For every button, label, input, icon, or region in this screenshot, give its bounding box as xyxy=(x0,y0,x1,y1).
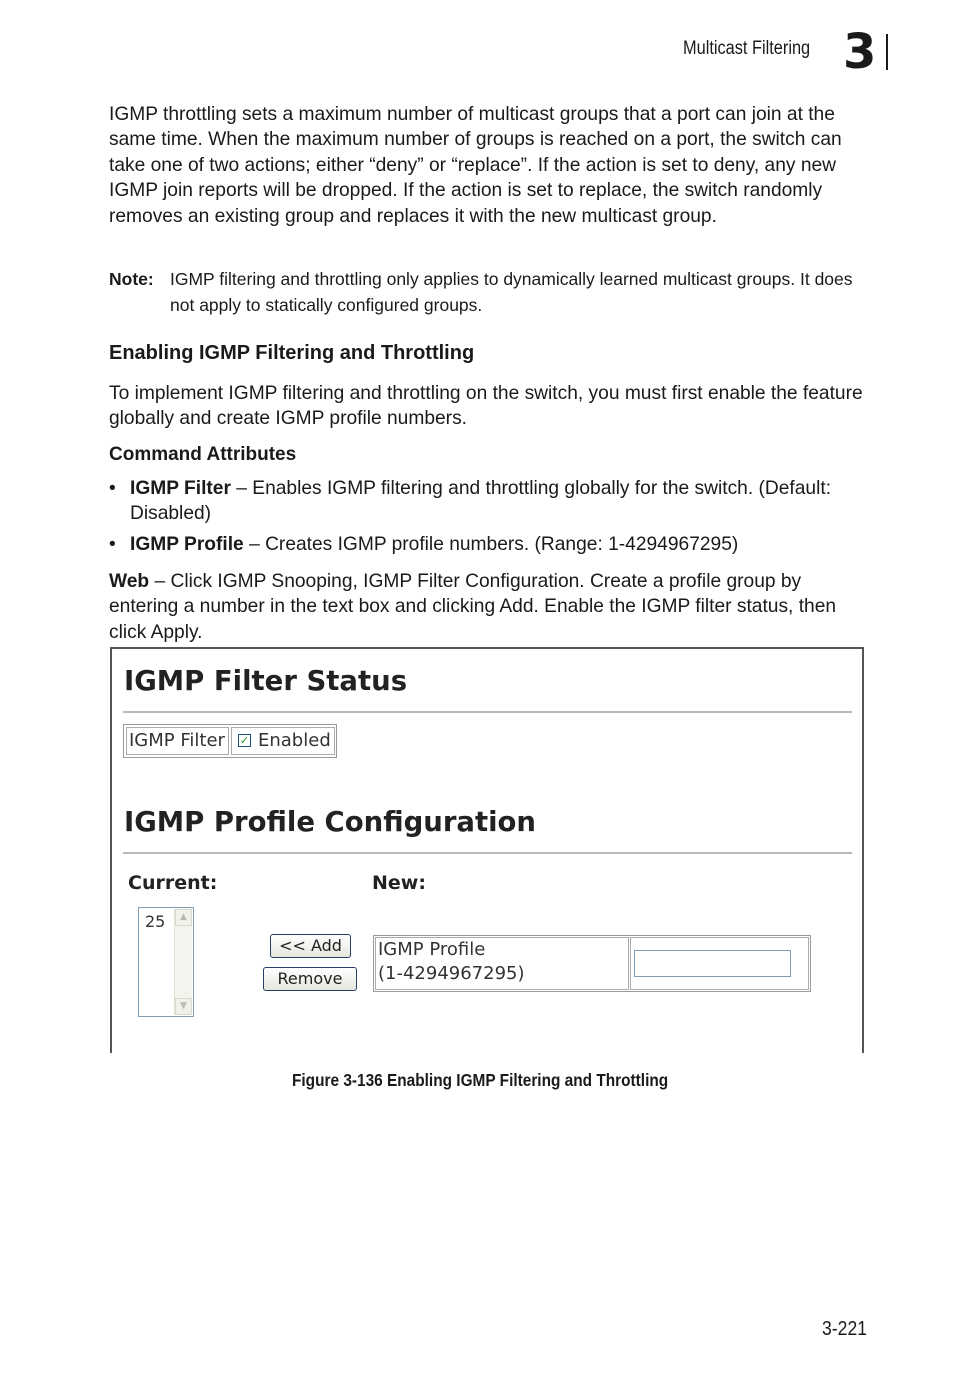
figure-caption: Figure 3-136 Enabling IGMP Filtering and Throttling xyxy=(292,1070,669,1090)
igmp-filter-toggle-cell xyxy=(231,727,335,755)
add-button[interactable]: << Add xyxy=(270,934,351,958)
listbox-scrollbar[interactable] xyxy=(174,909,192,1015)
list-item[interactable]: 25 xyxy=(145,912,166,931)
web-instructions: – Click IGMP Snooping, IGMP Filter Configuration. Create a profile group by entering a number in the text box and clicking Add. Enable the IGMP filter status, then click Apply. xyxy=(109,571,837,643)
heading-divider xyxy=(123,711,852,713)
bullet-description: – Enables IGMP filtering and throttling globally for the switch. (Default: Disabled) xyxy=(130,478,832,524)
scroll-down-icon[interactable]: ▼ xyxy=(175,998,192,1015)
igmp-filter-table xyxy=(123,724,337,758)
igmp-filter-label: IGMP Filter xyxy=(126,727,229,755)
heading-divider xyxy=(123,852,852,854)
running-header-title: Multicast Filtering xyxy=(683,38,811,59)
intro-paragraph: IGMP throttling sets a maximum number of multicast groups that a port can join at the same time. When the maximum number of groups is reached on a port, the switch can take one of two actions; either “deny” or “replace”. If the action is set to deny, any new IGMP join reports will be dropped. If the action is set to replace, the switch randomly removes an existing group and replaces it with the new multicast group. xyxy=(109,104,842,227)
igmp-filter-screenshot xyxy=(110,647,864,1053)
bullet-symbol: • xyxy=(109,478,116,499)
web-paragraph xyxy=(109,569,869,645)
new-profile-table xyxy=(373,935,811,992)
bullet-text xyxy=(130,476,870,526)
implement-paragraph: To implement IGMP filtering and throttling on the switch, you must first enable the feature globally and create IGMP profile numbers. xyxy=(109,383,863,430)
bullet-term: IGMP Filter xyxy=(130,478,231,499)
scroll-up-icon[interactable]: ▲ xyxy=(175,909,192,926)
profile-config-heading: IGMP Profile Configuration xyxy=(124,806,537,838)
web-term: Web xyxy=(109,571,150,592)
new-label: New: xyxy=(372,872,426,894)
current-profiles-listbox[interactable] xyxy=(138,907,194,1017)
bullet-description: – Creates IGMP profile numbers. (Range: 1-4294967295) xyxy=(243,534,739,555)
bullet-symbol: • xyxy=(109,534,116,555)
filter-status-heading: IGMP Filter Status xyxy=(124,665,408,697)
igmp-profile-range: (1-4294967295) xyxy=(378,963,525,984)
note-label: Note: xyxy=(109,269,154,289)
current-label: Current: xyxy=(128,872,218,894)
enabled-checkbox[interactable]: ✓ xyxy=(239,734,250,747)
page-number: 3-221 xyxy=(822,1318,868,1340)
chapter-number: 3 xyxy=(843,24,877,80)
igmp-profile-label-cell xyxy=(375,937,629,990)
chapter-divider xyxy=(886,34,888,70)
remove-button[interactable]: Remove xyxy=(263,967,357,991)
bullet-text xyxy=(130,532,870,557)
igmp-profile-input-cell xyxy=(630,937,809,990)
command-attributes-heading: Command Attributes xyxy=(109,444,297,465)
note-text: IGMP filtering and throttling only applies to dynamically learned multicast groups. It does not apply to statically configured groups. xyxy=(170,269,853,315)
enabled-label: Enabled xyxy=(258,730,331,751)
bullet-term: IGMP Profile xyxy=(130,534,244,555)
section-heading: Enabling IGMP Filtering and Throttling xyxy=(109,342,475,364)
new-profile-input[interactable] xyxy=(634,950,791,977)
igmp-profile-label: IGMP Profile xyxy=(378,939,486,960)
